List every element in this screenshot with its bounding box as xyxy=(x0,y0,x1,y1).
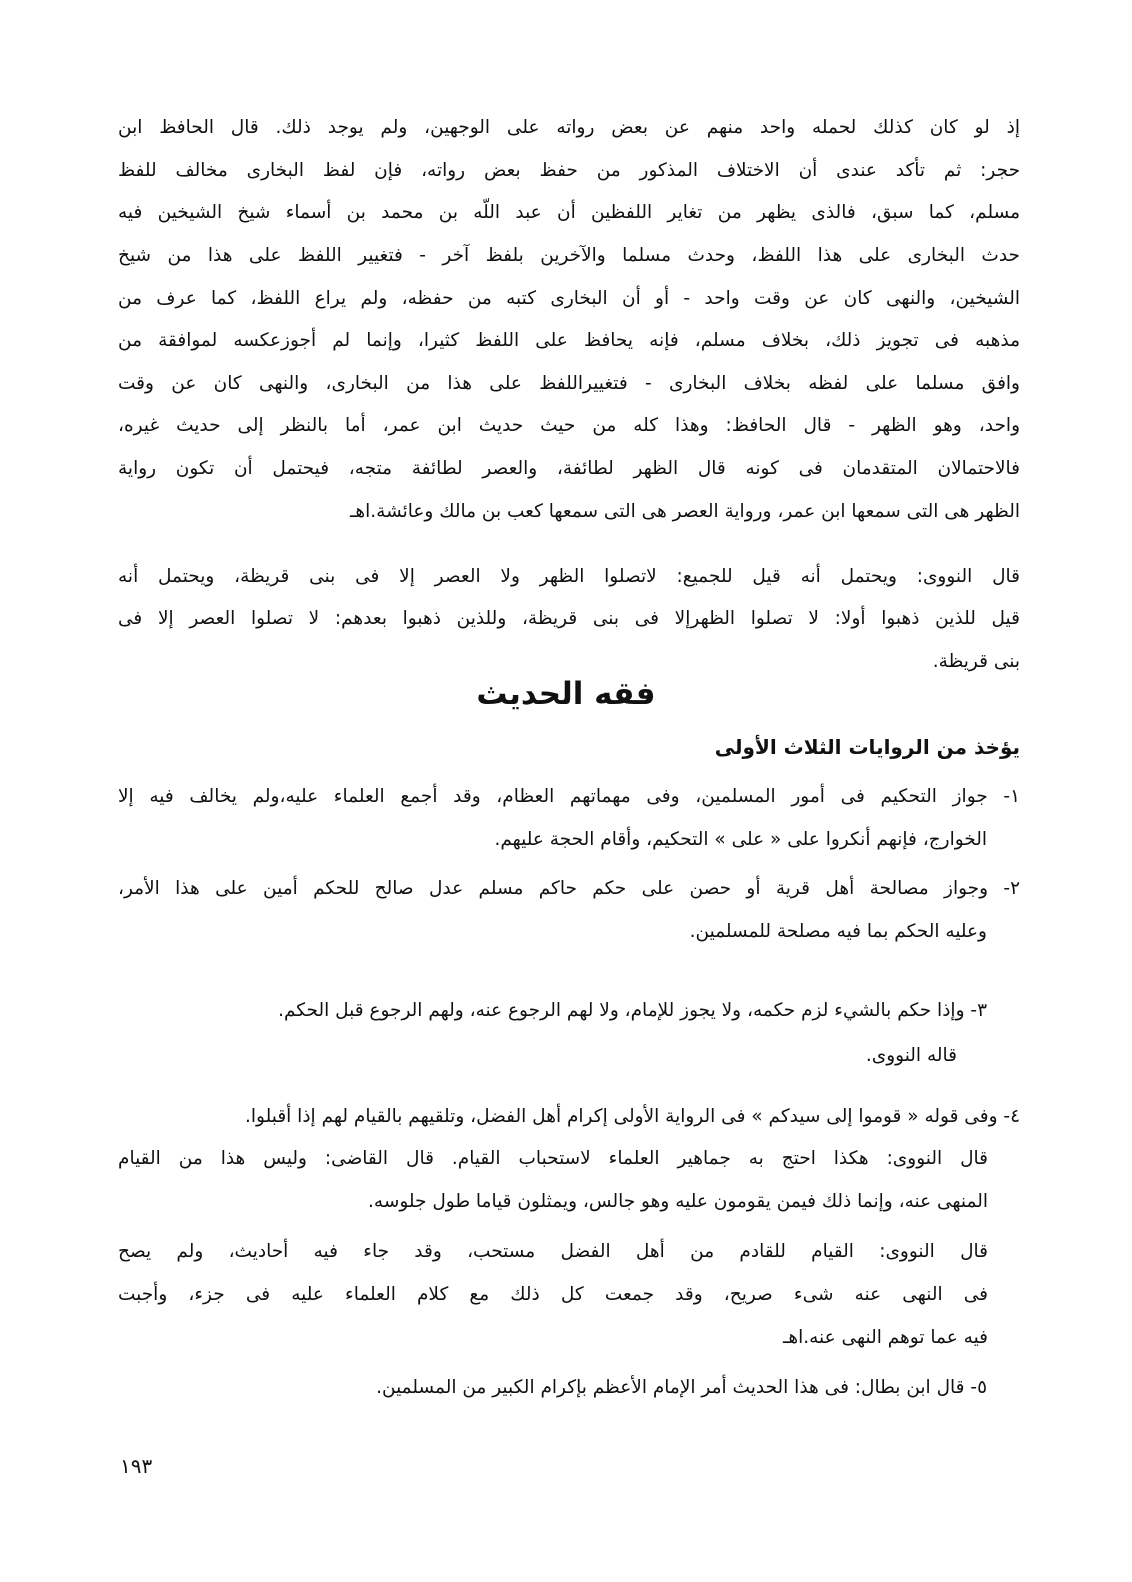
text-line: مسلم، كما سبق، فالذى يظهر من تغاير اللفظين أن عبد اللّه بن محمد بن أسماء شيخ الشيخين فيه xyxy=(118,202,1020,223)
subheading: يؤخذ من الروايات الثلاث الأولى xyxy=(714,735,1020,759)
text-line: المنهى عنه، وإنما ذلك فيمن يقومون عليه وهو جالس، ويمثلون قياما طول جلوسه. xyxy=(368,1191,988,1212)
text-line: مذهبه فى تجويز ذلك، بخلاف مسلم، فإنه يحافظ على اللفظ كثيرا، وإنما لم أجوزعكسه لموافقة من xyxy=(118,330,1020,351)
text-line: إذ لو كان كذلك لحمله واحد منهم عن بعض رواته على الوجهين، ولم يوجد ذلك. قال الحافظ ابن xyxy=(118,117,1020,138)
text-line: قال النووى: ويحتمل أنه قيل للجميع: لاتصلوا الظهر ولا العصر إلا فى بنى قريظة، ويحتمل أنه xyxy=(118,566,1020,587)
text-line: قيل للذين ذهبوا أولا: لا تصلوا الظهرإلا فى بنى قريظة، وللذين ذهبوا بعدهم: لا تصلوا العصر إلا فى xyxy=(118,608,1020,629)
text-line: حجر: ثم تأكد عندى أن الاختلاف المذكور من حفظ بعض رواته، فإن لفظ البخارى مخالف للفظ xyxy=(118,160,1020,181)
text-line: فى النهى عنه شىء صريح، وقد جمعت كل ذلك مع كلام العلماء عليه فى جزء، وأجبت xyxy=(118,1284,988,1305)
text-line: ٤- وفى قوله « قوموا إلى سيدكم » فى الرواية الأولى إكرام أهل الفضل، وتلقيهم بالقيام لهم إذا أقبلوا. xyxy=(245,1106,1020,1127)
text-line: واحد، وهو الظهر - قال الحافظ: وهذا كله من حيث حديث ابن عمر، أما بالنظر إلى حديث غيره، xyxy=(118,415,1020,436)
section-heading: فقه الحديث xyxy=(476,676,656,712)
text-line: الشيخين، والنهى كان عن وقت واحد - أو أن البخارى كتبه من حفظه، ولم يراع اللفظ، كما عرف من xyxy=(118,288,1020,309)
page-number: ١٩٣ xyxy=(120,1454,153,1478)
text-line: فيه عما توهم النهى عنه.اهـ xyxy=(782,1327,988,1348)
text-line: الظهر هى التى سمعها ابن عمر، ورواية العصر هى التى سمعها كعب بن مالك وعائشة.اهـ xyxy=(349,501,1020,522)
text-line: ٢- وجواز مصالحة أهل قرية أو حصن على حكم حاكم مسلم عدل صالح للحكم أمين على هذا الأمر، xyxy=(118,878,1020,899)
list-item-5: ٥- قال ابن بطال: فى هذا الحديث أمر الإمام الأعظم بإكرام الكبير من المسلمين. xyxy=(376,1377,987,1398)
text-line: حدث البخارى على هذا اللفظ، وحدث مسلما والآخرين بلفظ آخر - فتغيير اللفظ على هذا من شيخ xyxy=(118,245,1020,266)
text-line: الخوارج، فإنهم أنكروا على « على » التحكيم، وأقام الحجة عليهم. xyxy=(494,829,987,850)
text-line: ٣- وإذا حكم بالشيء لزم حكمه، ولا يجوز للإمام، ولا لهم الرجوع عنه، ولهم الرجوع قبل الحكم. xyxy=(278,1000,987,1021)
text-line: قال النووى: القيام للقادم من أهل الفضل مستحب، وقد جاء فيه أحاديث، ولم يصح xyxy=(118,1241,988,1262)
text-line: قاله النووى. xyxy=(865,1045,957,1066)
text-line: فالاحتمالان المتقدمان فى كونه قال الظهر لطائفة، والعصر لطائفة متجه، فيحتمل أن تكون رواية xyxy=(118,458,1020,479)
text-line: وعليه الحكم بما فيه مصلحة للمسلمين. xyxy=(689,921,987,942)
text-line: ١- جواز التحكيم فى أمور المسلمين، وفى مهماتهم العظام، وقد أجمع العلماء عليه،ولم يخالف فيه إلا xyxy=(118,786,1020,807)
text-line: قال النووى: هكذا احتج به جماهير العلماء لاستحباب القيام. قال القاضى: وليس هذا من القيام xyxy=(118,1148,988,1169)
text-line: بنى قريظة. xyxy=(932,651,1020,672)
text-line: وافق مسلما على لفظه بخلاف البخارى - فتغييراللفظ على هذا من البخارى، والنهى كان عن وقت xyxy=(118,373,1020,394)
